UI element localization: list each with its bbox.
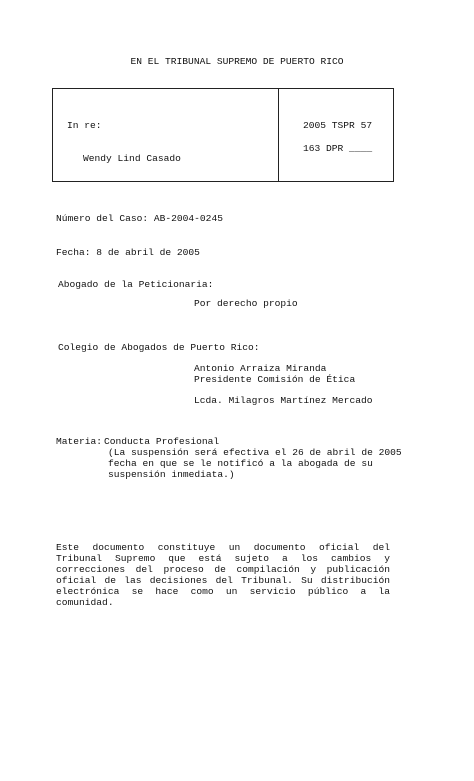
subject-note-line: (La suspensión será efectiva el 26 de abril de 2005: [108, 447, 402, 458]
bar-association-line: Lcda. Milagros Martínez Mercado: [194, 395, 373, 406]
party-name: Wendy Lind Casado: [83, 153, 181, 164]
case-number: Número del Caso: AB-2004-0245: [56, 213, 223, 224]
subject-note-line: fecha en que se le notificó a la abogada de su: [108, 458, 373, 469]
citation-tspr: 2005 TSPR 57: [303, 120, 373, 131]
subject-label: Materia:: [56, 436, 103, 447]
petitioner-attorney-label: Abogado de la Peticionaria:: [58, 279, 214, 290]
citation-dpr: 163 DPR ____: [303, 143, 373, 154]
bar-association-label: Colegio de Abogados de Puerto Rico:: [58, 342, 260, 353]
decision-date: Fecha: 8 de abril de 2005: [56, 247, 200, 258]
caption-divider: [278, 89, 279, 181]
subject-value: Conducta Profesional: [104, 436, 220, 447]
case-caption-box: [52, 88, 394, 182]
official-document-disclaimer: Este documento constituye un documento oficial del Tribunal Supremo que está sujeto a los cambios y correcciones del proceso de compilación y publicación oficial de las decisiones del Tribunal. Su distribución electrónica se hace como un servicio público a la comunidad.: [56, 542, 390, 608]
in-re-label: In re:: [67, 120, 102, 131]
bar-association-line: Presidente Comisión de Ética: [194, 374, 356, 385]
court-title: EN EL TRIBUNAL SUPREMO DE PUERTO RICO: [130, 56, 344, 67]
bar-association-line: Antonio Arraiza Miranda: [194, 363, 327, 374]
subject-note-line: suspensión inmediata.): [108, 469, 235, 480]
petitioner-attorney-value: Por derecho propio: [194, 298, 298, 309]
